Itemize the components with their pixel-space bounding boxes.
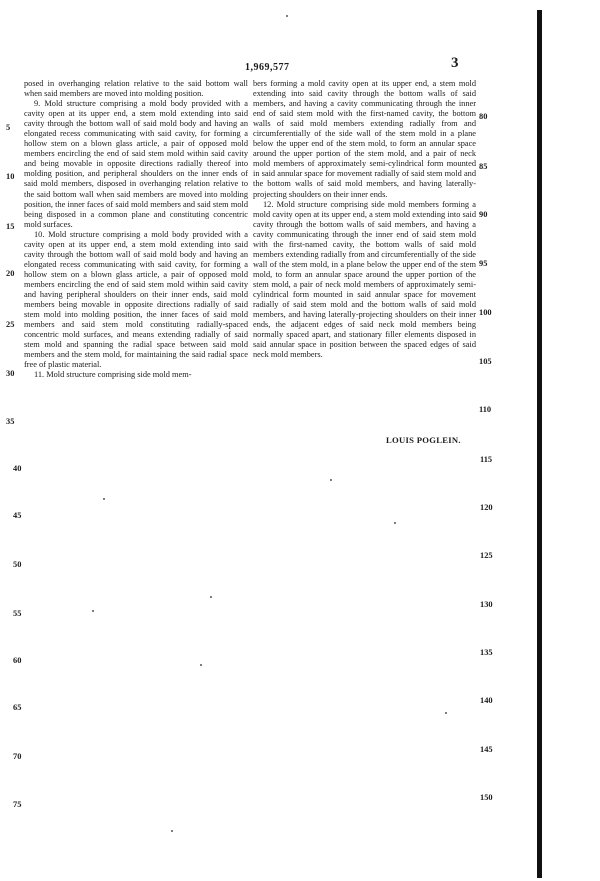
- line-number: 110: [479, 405, 492, 414]
- line-number: 35: [6, 417, 15, 426]
- line-number: 5: [6, 123, 11, 132]
- scan-speck: [103, 498, 105, 500]
- line-number: 60: [13, 656, 22, 665]
- line-number: 20: [6, 269, 15, 278]
- line-number: 70: [13, 752, 22, 761]
- line-number: 120: [480, 503, 493, 512]
- line-number: 95: [479, 259, 488, 268]
- line-number: 130: [480, 600, 493, 609]
- paragraph: 9. Mold structure comprising a mold body provided with a cavity open at its upper end, a stem mold extending into said cavity through the bottom wall of said mold body and having an elongated recess communicating with said cavity, for forming a hollow stem on a blown glass article, a pair of opposed mold members encircling the end of said stem mold within said cavity and being movable in opposite directions radially thereof into molding position, and peripheral shoulders on the inner ends of said mold members, disposed in overhanging relation relative to the said bottom wall when said members are moved into molding position, the inner faces of said mold members and said stem mold being disposed in a common plane and constituting concentric mold surfaces.: [24, 99, 248, 229]
- line-number: 90: [479, 210, 488, 219]
- scan-speck: [445, 712, 447, 714]
- line-number: 30: [6, 369, 15, 378]
- line-number: 140: [480, 696, 493, 705]
- line-number: 65: [13, 703, 22, 712]
- line-number: 40: [13, 464, 22, 473]
- paragraph: 11. Mold structure comprising side mold mem-: [34, 370, 192, 380]
- scan-speck: [286, 15, 288, 17]
- scan-speck: [210, 596, 212, 598]
- line-number: 125: [480, 551, 493, 560]
- page-edge-rule: [537, 10, 542, 878]
- line-number: 75: [13, 800, 22, 809]
- line-number: 10: [6, 172, 15, 181]
- paragraph: 10. Mold structure comprising a mold body provided with a cavity open at its upper end, a stem mold extending into said cavity through the bottom wall of said mold body and having an elongated recess communicating with said cavity, for forming a hollow stem on a blown glass article, a pair of opposed mold members encircling the end of said stem mold within said cavity and having peripheral shoulders on their inner ends, said mold members being movable in opposite directions radially of said stem mold into molding position, the inner faces of said mold members and said stem mold constituting radially-spaced concentric mold surfaces, and means extending radially of said stem mold and spanning the radial space between said mold members and the stem mold, for maintaining the said radial space free of plastic material.: [24, 229, 248, 370]
- patent-number: 1,969,577: [245, 62, 290, 73]
- paragraph: bers forming a mold cavity open at its upper end, a stem mold extending into said cavity through the bottom walls of said members, and having a cavity communicating through the inner end of said stem mold with the first-named cavity, the bottom walls of said mold members extending radially from and circumferentially of the side wall of the stem mold in a plane below the upper end of the stem mold, to form an annular space around the upper portion of the stem mold, and a pair of neck mold members of approximately semi-cylindrical form mounted in said annular space for movement radially of said stem mold and the bottom walls of said mold members, and having laterally-projecting shoulders on their inner ends.: [253, 79, 476, 199]
- line-number: 145: [480, 745, 493, 754]
- page-number: 3: [451, 55, 459, 71]
- line-number: 115: [480, 455, 493, 464]
- line-number: 50: [13, 560, 22, 569]
- scan-speck: [394, 522, 396, 524]
- left-text-column: [24, 79, 248, 380]
- line-number: 45: [13, 511, 22, 520]
- line-number: 100: [479, 308, 492, 317]
- paragraph: posed in overhanging relation relative to the said bottom wall when said members are moved into molding position.: [24, 79, 248, 99]
- line-number: 135: [480, 648, 493, 657]
- line-number: 25: [6, 320, 15, 329]
- line-number: 105: [479, 357, 492, 366]
- scan-speck: [92, 610, 94, 612]
- line-number: 80: [479, 112, 488, 121]
- line-number: 85: [479, 162, 488, 171]
- scan-speck: [200, 664, 202, 666]
- paragraph: 12. Mold structure comprising side mold members forming a mold cavity open at its upper end, a stem mold extending into said cavity through the bottom walls of said members, and having a cavity communicating through the inner end of said stem mold with the first-named cavity, the bottom walls of said mold members extending radially from and circumferentially of the side wall of the stem mold, in a plane below the upper end of the stem mold, to form an annular space around the upper portion of the stem mold, a pair of neck mold members of approximately semi-cylindrical form mounted in said annular space for movement radially of said stem mold and the bottom walls of said mold members, and having laterally-projecting shoulders on their inner ends, the adjacent edges of said neck mold members being normally spaced apart, and stationary filler elements disposed in said annular space in position between the spaced edges of said neck mold members.: [253, 199, 476, 360]
- right-text-column: [253, 79, 476, 360]
- line-number: 15: [6, 222, 15, 231]
- line-number: 150: [480, 793, 493, 802]
- scan-speck: [171, 830, 173, 832]
- scan-speck: [330, 479, 332, 481]
- line-number: 55: [13, 609, 22, 618]
- inventor-signature: LOUIS POGLEIN.: [386, 435, 461, 445]
